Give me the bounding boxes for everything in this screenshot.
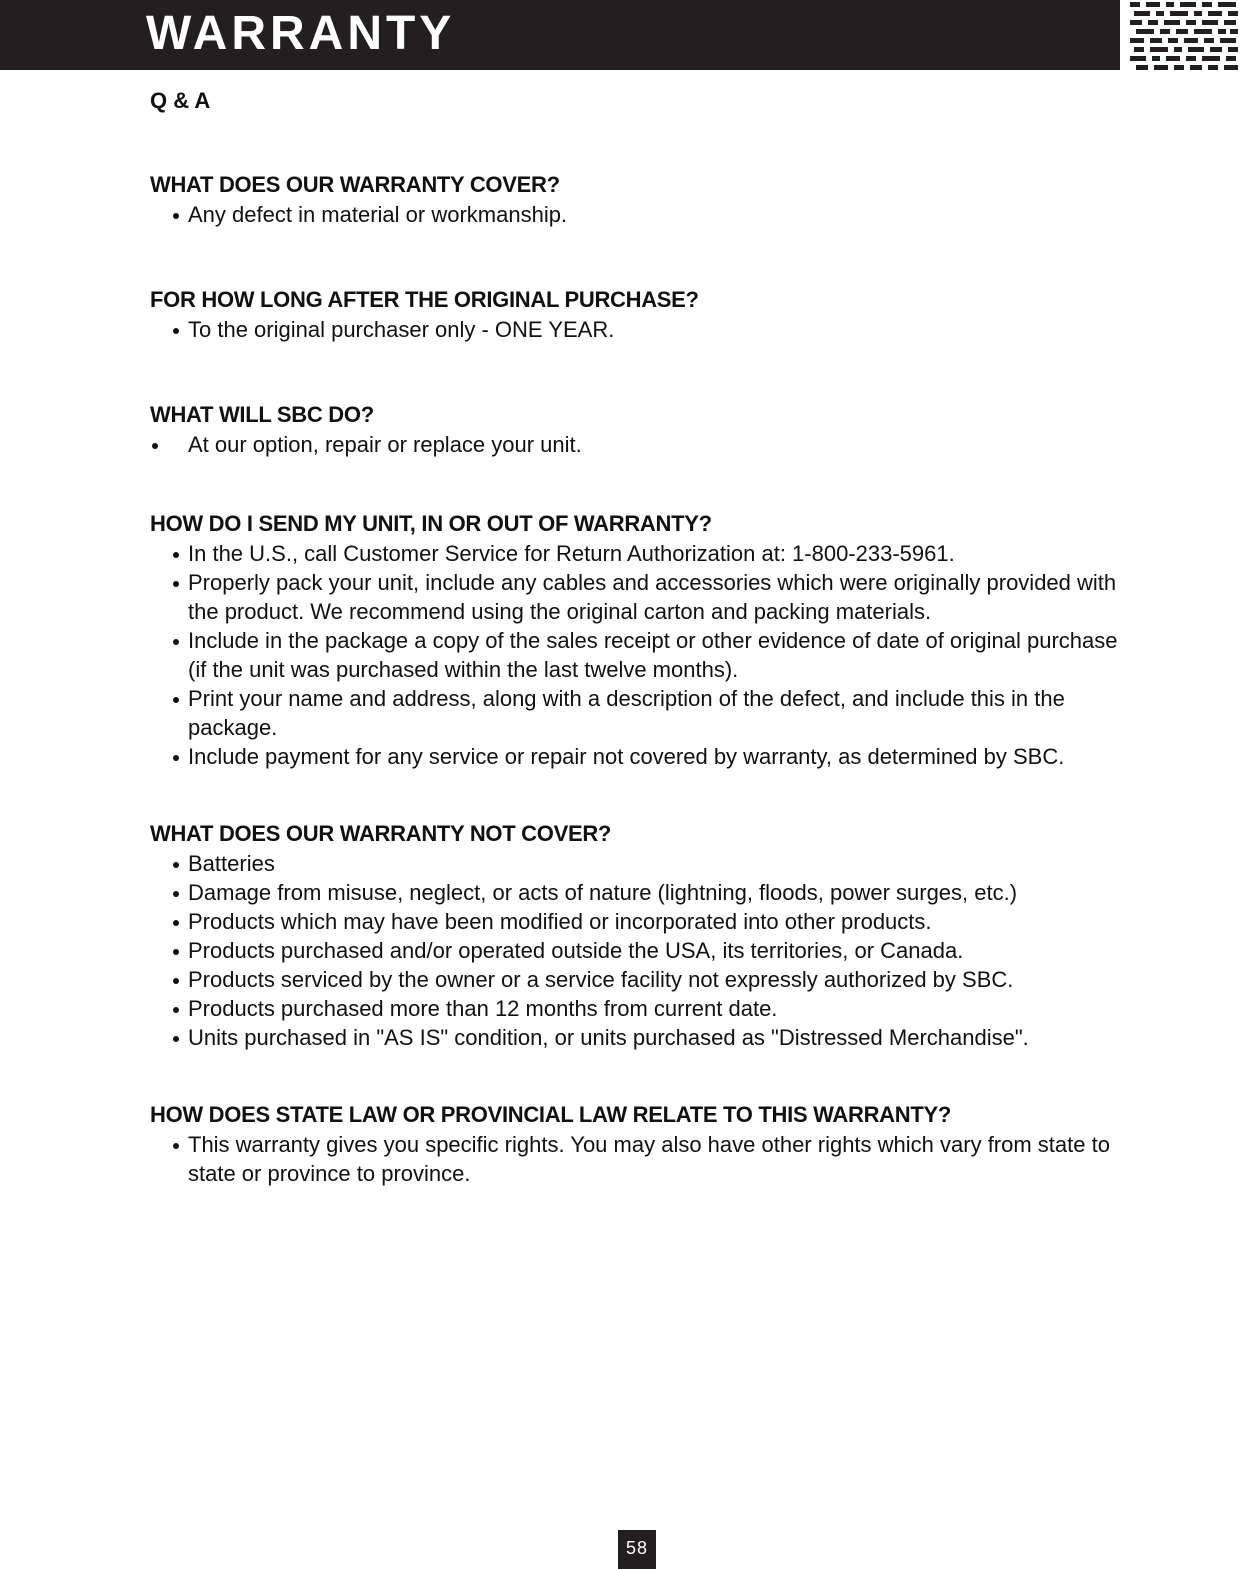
section-not-covered <box>150 819 1140 1052</box>
question-heading: WHAT WILL SBC DO? <box>150 402 374 427</box>
section-send-unit <box>150 509 1140 771</box>
answer-list <box>150 430 1140 459</box>
answer-item: Products purchased more than 12 months from current date. <box>150 994 1140 1023</box>
question-heading: FOR HOW LONG AFTER THE ORIGINAL PURCHASE? <box>150 287 699 312</box>
answer-list <box>150 315 1140 344</box>
corner-pattern-icon <box>1128 0 1240 74</box>
answer-item: Include payment for any service or repair not covered by warranty, as determined by SBC. <box>150 742 1140 771</box>
answer-item: Damage from misuse, neglect, or acts of nature (lightning, floods, power surges, etc.) <box>150 878 1140 907</box>
section-duration <box>150 285 1140 344</box>
answer-item: Batteries <box>150 849 1140 878</box>
question-heading: WHAT DOES OUR WARRANTY COVER? <box>150 172 560 197</box>
answer-list <box>150 200 1140 229</box>
qa-label: Q & A <box>150 88 211 113</box>
answer-list <box>150 539 1140 771</box>
page-number-box <box>618 1530 656 1569</box>
question-heading: WHAT DOES OUR WARRANTY NOT COVER? <box>150 821 612 846</box>
answer-item: Products purchased and/or operated outside the USA, its territories, or Canada. <box>150 936 1140 965</box>
answer-item: Units purchased in "AS IS" condition, or units purchased as "Distressed Merchandise". <box>150 1023 1140 1052</box>
answer-item: In the U.S., call Customer Service for Return Authorization at: 1-800-233-5961. <box>150 539 1140 568</box>
answer-list <box>150 849 1140 1052</box>
answer-item: Print your name and address, along with a description of the defect, and include this in the package. <box>150 684 1140 742</box>
answer-list <box>150 1130 1140 1188</box>
answer-item: At our option, repair or replace your unit. <box>150 430 1140 459</box>
question-heading: HOW DO I SEND MY UNIT, IN OR OUT OF WARRANTY? <box>150 511 712 536</box>
page-number: 58 <box>625 1538 649 1558</box>
page-title: WARRANTY <box>146 7 456 60</box>
answer-item: Any defect in material or workmanship. <box>150 200 1140 229</box>
section-sbc-action <box>150 400 1140 459</box>
header-bar <box>0 0 1120 70</box>
warranty-qa-content <box>150 170 1140 1238</box>
section-state-law <box>150 1100 1140 1188</box>
answer-item: Products which may have been modified or incorporated into other products. <box>150 907 1140 936</box>
section-coverage <box>150 170 1140 229</box>
answer-item: Include in the package a copy of the sales receipt or other evidence of date of original purchase (if the unit was purchased within the last twelve months). <box>150 626 1140 684</box>
answer-item: Properly pack your unit, include any cables and accessories which were originally provided with the product. We recommend using the original carton and packing materials. <box>150 568 1140 626</box>
question-heading: HOW DOES STATE LAW OR PROVINCIAL LAW RELATE TO THIS WARRANTY? <box>150 1102 951 1127</box>
answer-item: To the original purchaser only - ONE YEAR. <box>150 315 1140 344</box>
answer-item: Products serviced by the owner or a service facility not expressly authorized by SBC. <box>150 965 1140 994</box>
answer-item: This warranty gives you specific rights. You may also have other rights which vary from state to state or province to province. <box>150 1130 1140 1188</box>
